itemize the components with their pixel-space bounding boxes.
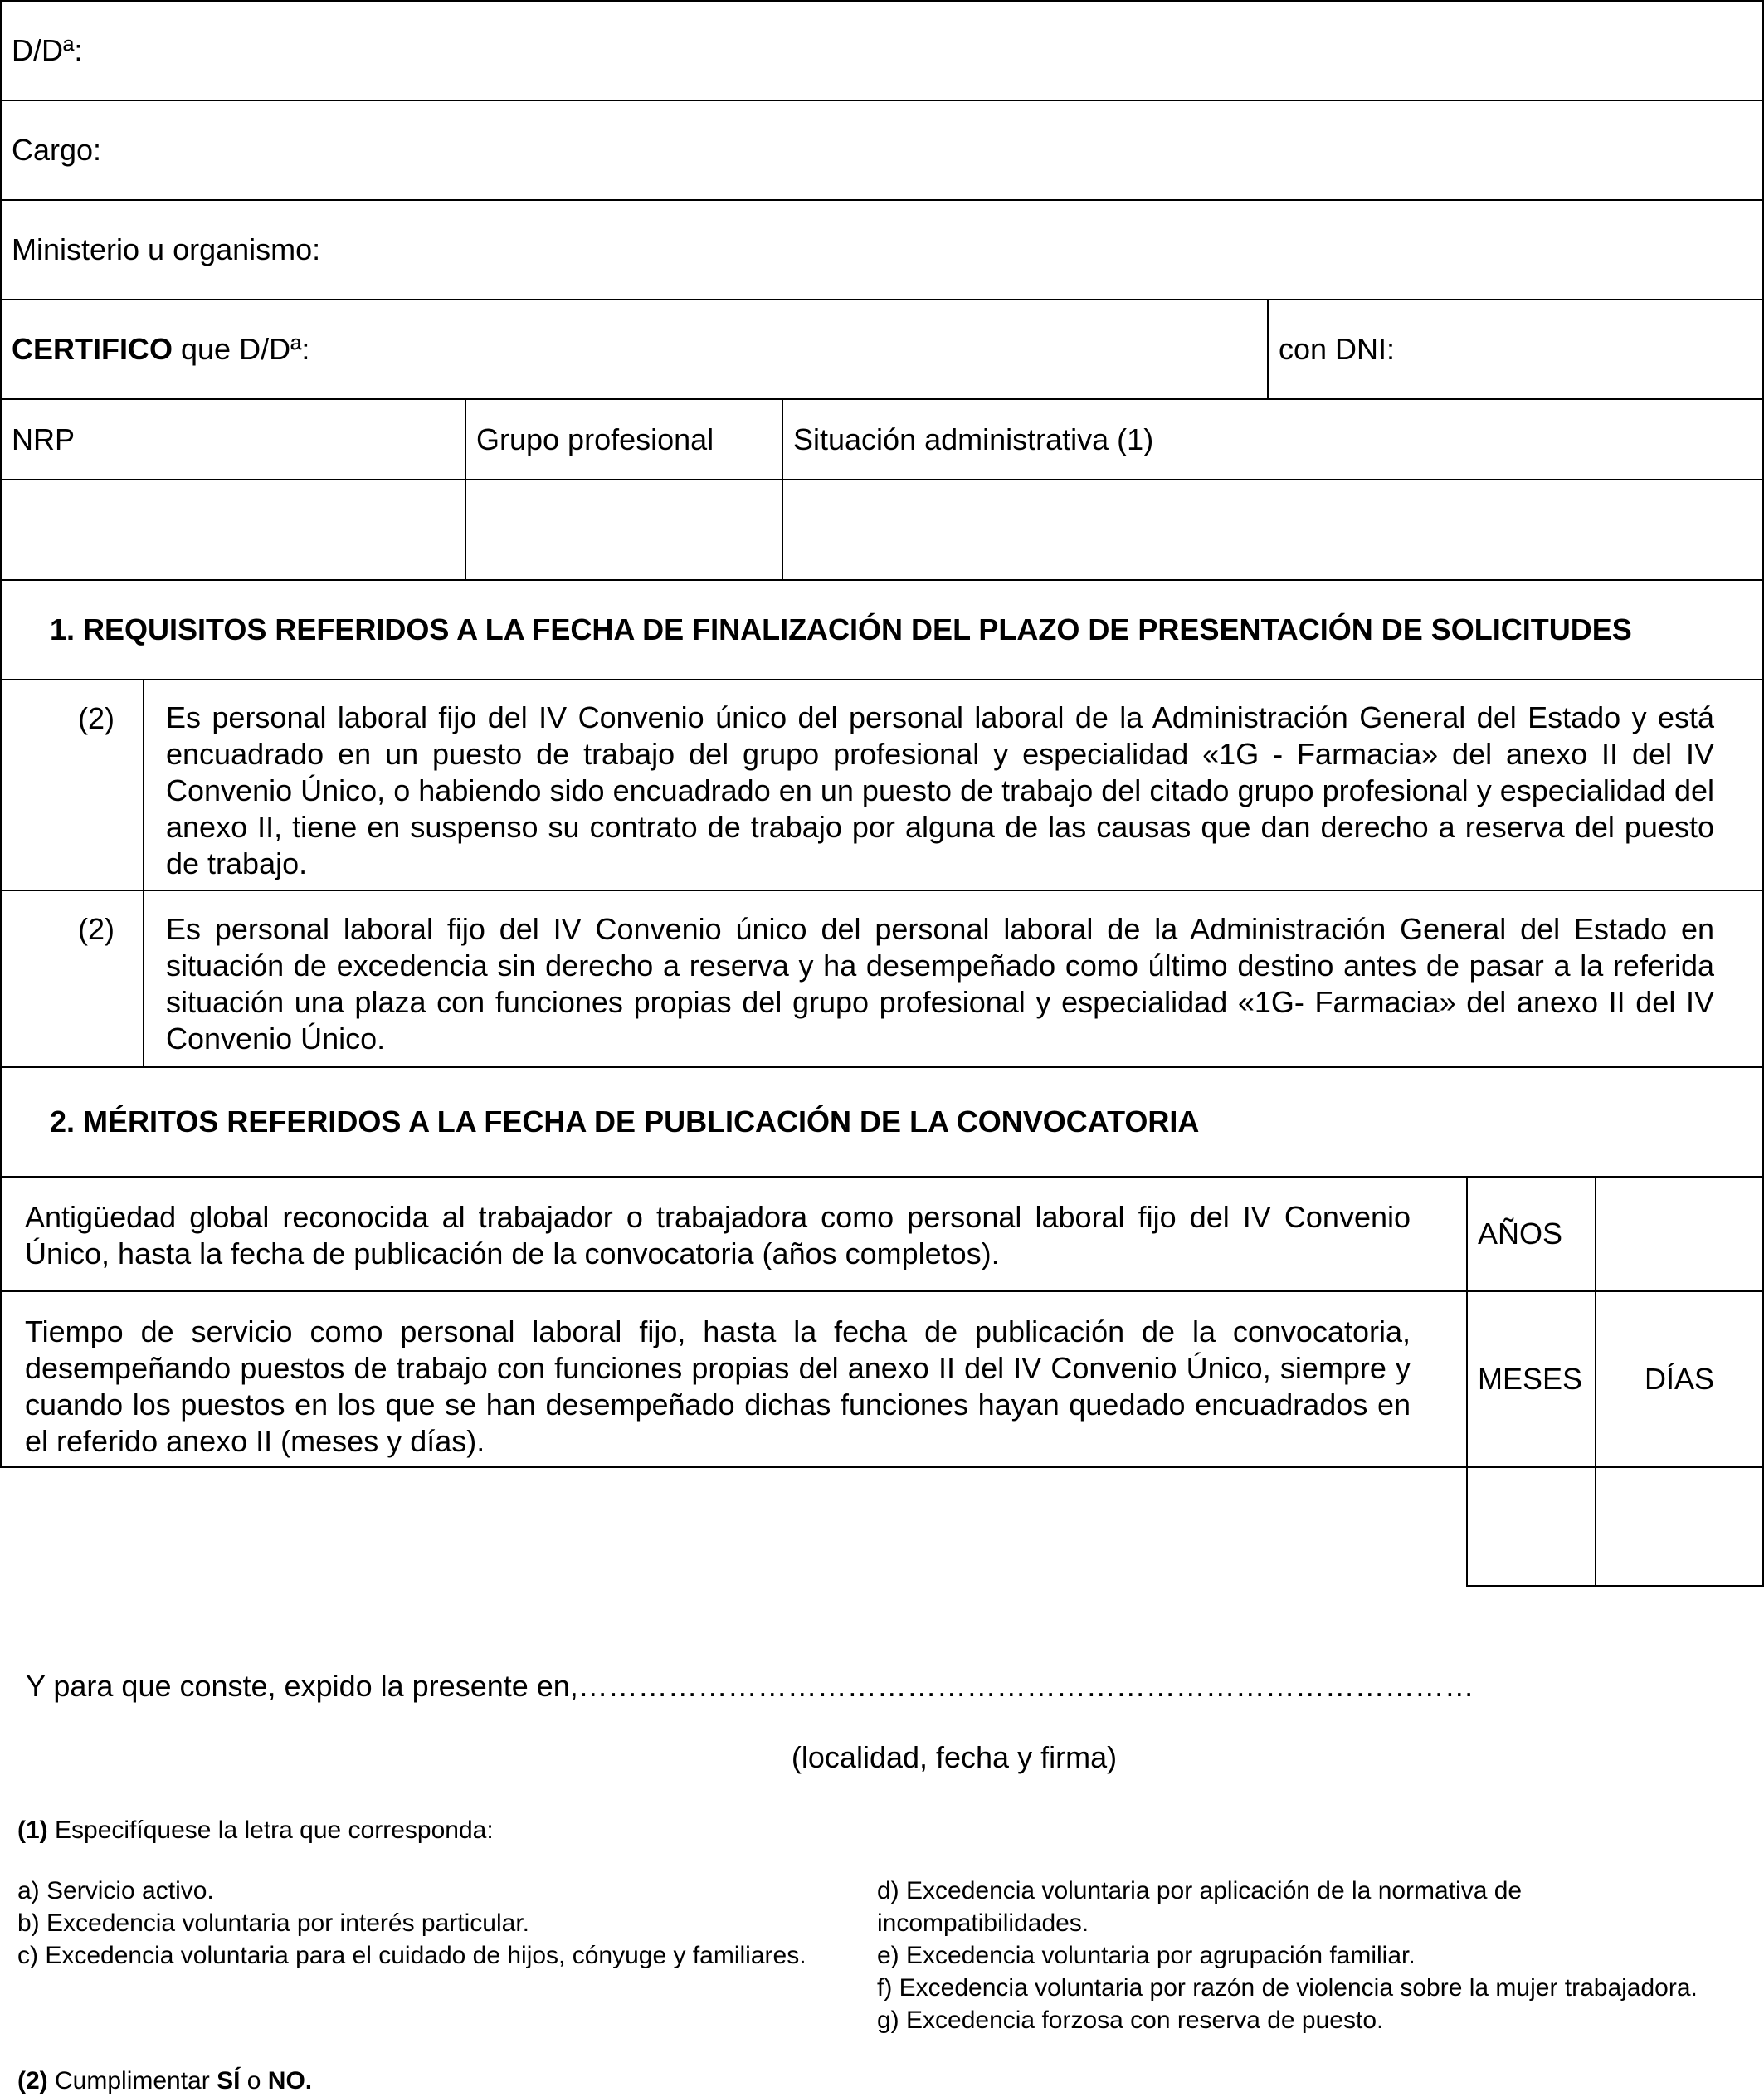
option-g: g) Excedencia forzosa con reserva de puesto. bbox=[877, 2007, 1384, 2034]
option-a: a) Servicio activo. bbox=[17, 1877, 214, 1904]
requirement2-text-cell bbox=[143, 890, 1764, 1068]
requirement1-text: Es personal laboral fijo del IV Convenio único del personal laboral de la Administración General del Estado y está encuadrado en un puesto de trabajo del grupo profesional y especialidad «1G - Farmacia» del anexo II del IV Convenio Único, o habiendo sido encuadrado en un puesto de trabajo del citado grupo profesional y especialidad del anexo II, tiene en suspenso su contrato de trabajo por alguna de las causas que dan derecho a reserva del puesto de trabajo. bbox=[166, 700, 1714, 880]
requirement2-mark-cell[interactable] bbox=[0, 890, 144, 1068]
cargo-label: Cargo: bbox=[12, 133, 102, 168]
situacion-value-cell[interactable] bbox=[782, 479, 1764, 581]
antiguedad-text: Antigüedad global reconocida al trabajador o trabajadora como personal laboral fijo del IV Convenio Único, hasta la fecha de publicación de la convocatoria (años completos). bbox=[25, 1200, 1411, 1270]
certifico-cell bbox=[0, 299, 1269, 400]
options-left-column bbox=[17, 1875, 859, 1972]
ministerio-row bbox=[0, 199, 1764, 300]
anos-label: AÑOS bbox=[1478, 1217, 1563, 1251]
nrp-value-cell[interactable] bbox=[0, 479, 466, 581]
situacion-header bbox=[782, 398, 1764, 480]
section1-header bbox=[0, 579, 1764, 680]
footnote-1 bbox=[17, 1814, 494, 1846]
option-e: e) Excedencia voluntaria por agrupación familiar. bbox=[877, 1942, 1416, 1969]
footnote-2-si: SÍ bbox=[217, 2067, 241, 2095]
section1-title: 1. REQUISITOS REFERIDOS A LA FECHA DE FINALIZACIÓN DEL PLAZO DE PRESENTACIÓN DE SOLICITUDES bbox=[50, 612, 1632, 646]
certifico-bold: CERTIFICO bbox=[12, 332, 173, 367]
meses-label: MESES bbox=[1478, 1362, 1583, 1397]
requirement1-text-cell bbox=[143, 679, 1764, 891]
dias-label-cell bbox=[1595, 1290, 1764, 1468]
meses-value-cell[interactable] bbox=[1466, 1466, 1596, 1587]
dni-label: con DNI: bbox=[1279, 332, 1396, 367]
footnote-2-no: NO. bbox=[267, 2067, 313, 2095]
section2-title: 2. MÉRITOS REFERIDOS A LA FECHA DE PUBLICACIÓN DE LA CONVOCATORIA bbox=[50, 1105, 1200, 1139]
requirement2-mark: (2) bbox=[78, 912, 115, 946]
anos-value-cell[interactable] bbox=[1595, 1176, 1764, 1292]
situacion-label: Situación administrativa (1) bbox=[793, 422, 1154, 456]
antiguedad-cell bbox=[0, 1176, 1468, 1292]
certifico-rest: que D/Dª: bbox=[173, 332, 310, 367]
closing-statement: Y para que conste, expido la presente en,……………………………………………………………………………… bbox=[26, 1669, 1474, 1703]
anos-label-cell bbox=[1466, 1176, 1596, 1292]
tiempo-text: Tiempo de servicio como personal laboral fijo, hasta la fecha de publicación de la convocatoria, desempeñando puestos de trabajo con funciones propias del anexo II del IV Convenio Único, siempre y cuando los puestos en los que se han desempeñado dichas funciones hayan quedado encuadrados en el referido anexo II (meses y días). bbox=[25, 1314, 1411, 1458]
cargo-row bbox=[0, 100, 1764, 201]
footnote-2-mark: (2) bbox=[17, 2067, 48, 2095]
dni-cell bbox=[1267, 299, 1764, 400]
option-d: d) Excedencia voluntaria por aplicación de la normativa de incompatibilidades. bbox=[877, 1877, 1523, 1937]
name-row bbox=[0, 0, 1764, 101]
signature-caption: (localidad, fecha y firma) bbox=[791, 1740, 1118, 1774]
option-c: c) Excedencia voluntaria para el cuidado de hijos, cónyuge y familiares. bbox=[17, 1942, 806, 1969]
requirement2-text: Es personal laboral fijo del IV Convenio único del personal laboral de la Administración General del Estado en situación de excedencia sin derecho a reserva y ha desempeñado como último destino antes de pasar a la referida situación una plaza con funciones propias del grupo profesional y especialidad «1G- Farmacia» del anexo II del IV Convenio Único. bbox=[166, 912, 1714, 1056]
footnote-2-text: Cumplimentar bbox=[47, 2067, 217, 2095]
grupo-label: Grupo profesional bbox=[476, 422, 714, 456]
footnote-1-mark: (1) bbox=[17, 1817, 48, 1844]
dias-value-cell[interactable] bbox=[1595, 1466, 1764, 1587]
nrp-header bbox=[0, 398, 466, 480]
option-b: b) Excedencia voluntaria por interés particular. bbox=[17, 1909, 529, 1937]
options-right-column bbox=[877, 1875, 1764, 2036]
requirement1-mark-cell[interactable] bbox=[0, 679, 144, 891]
ministerio-label: Ministerio u organismo: bbox=[12, 232, 321, 267]
tiempo-cell bbox=[0, 1290, 1468, 1468]
grupo-header bbox=[465, 398, 783, 480]
requirement1-mark: (2) bbox=[78, 701, 115, 735]
footnote-2-o: o bbox=[240, 2067, 268, 2095]
footnote-2 bbox=[17, 2065, 312, 2097]
footnote-1-text: Especifíquese la letra que corresponda: bbox=[47, 1817, 494, 1844]
option-f: f) Excedencia voluntaria por razón de violencia sobre la mujer trabajadora. bbox=[877, 1974, 1698, 2002]
grupo-value-cell[interactable] bbox=[465, 479, 783, 581]
certifico-label bbox=[12, 331, 309, 368]
name-label: D/Dª: bbox=[12, 33, 83, 68]
dias-label: DÍAS bbox=[1644, 1362, 1715, 1397]
nrp-label: NRP bbox=[12, 422, 76, 456]
section2-header bbox=[0, 1066, 1764, 1178]
meses-label-cell bbox=[1466, 1290, 1596, 1468]
